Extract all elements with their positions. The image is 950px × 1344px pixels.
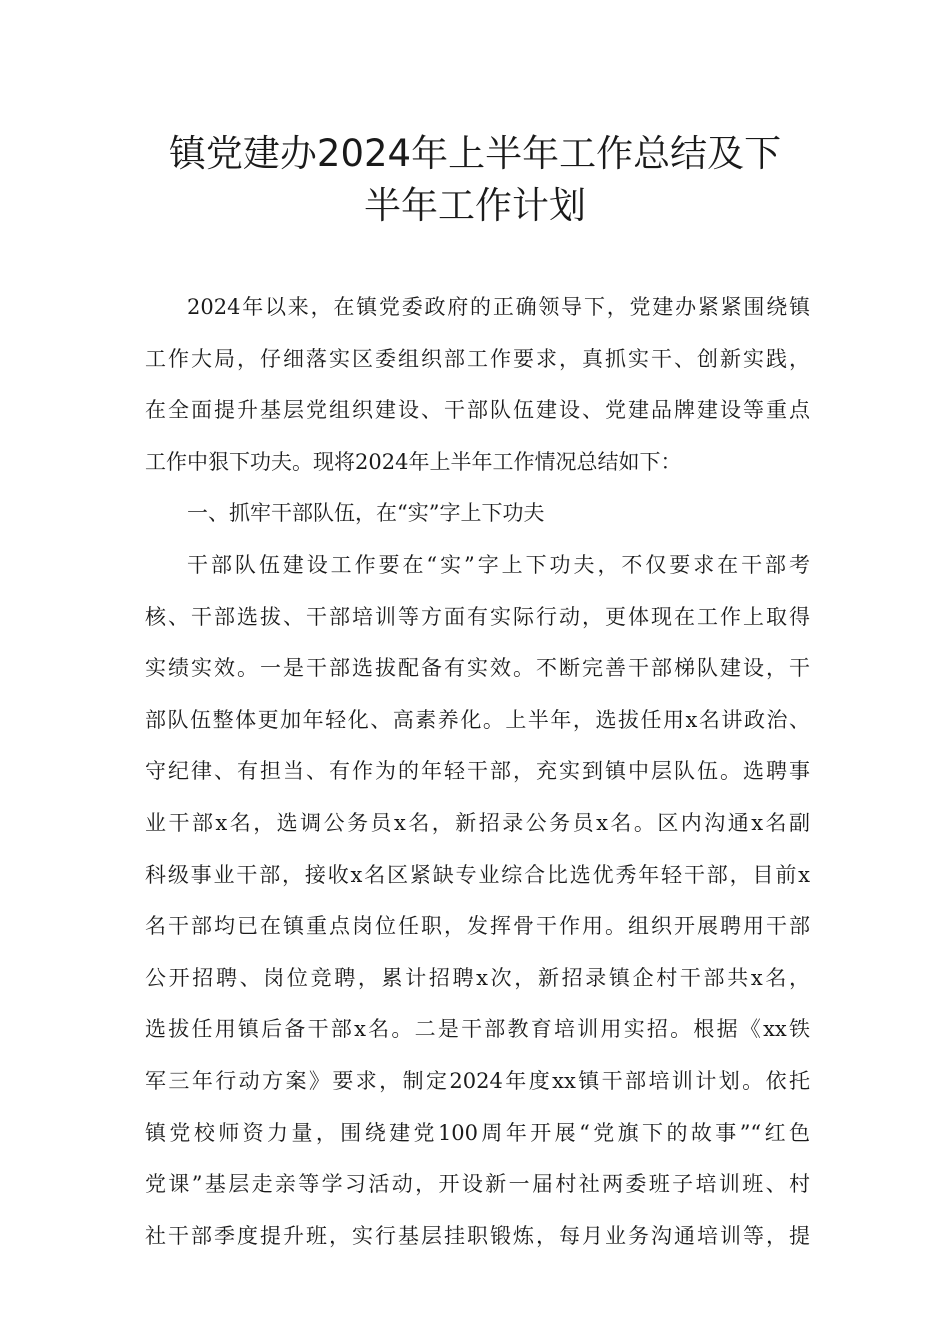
document-body xyxy=(145,282,810,1262)
title-line-1: 镇党建办2024年上半年工作总结及下 xyxy=(168,132,782,175)
paragraph-body-line: 公开招聘、岗位竞聘，累计招聘x次，新招录镇企村干部共x名， xyxy=(145,965,810,990)
paragraph-body-line: 实绩实效。一是干部选拔配备有实效。不断完善干部梯队建设，干 xyxy=(145,656,810,681)
paragraph-body-line: 党课”基层走亲等学习活动，开设新一届村社两委班子培训班、村 xyxy=(145,1172,810,1197)
paragraph-intro-line: 2024年以来，在镇党委政府的正确领导下，党建办紧紧围绕镇 xyxy=(187,295,810,319)
paragraph-intro-line: 工作中狠下功夫。现将2024年上半年工作情况总结如下： xyxy=(145,449,682,474)
paragraph-body-line: 镇党校师资力量，围绕建党100周年开展“党旗下的故事”“红色 xyxy=(145,1120,810,1145)
paragraph-body-line: 部队伍整体更加年轻化、高素养化。上半年，选拔任用x名讲政治、 xyxy=(145,707,810,732)
document-title xyxy=(100,128,850,232)
paragraph-body-line: 军三年行动方案》要求，制定2024年度xx镇干部培训计划。依托 xyxy=(145,1068,810,1093)
paragraph-body-line: 社干部季度提升班，实行基层挂职锻炼，每月业务沟通培训等，提 xyxy=(145,1223,810,1248)
paragraph-body-line: 名干部均已在镇重点岗位任职，发挥骨干作用。组织开展聘用干部 xyxy=(145,914,810,939)
paragraph-body-line: 守纪律、有担当、有作为的年轻干部，充实到镇中层队伍。选聘事 xyxy=(145,759,810,784)
paragraph-intro-line: 工作大局，仔细落实区委组织部工作要求，真抓实干、创新实践， xyxy=(145,346,810,371)
section-heading: 一、抓牢干部队伍，在“实”字上下功夫 xyxy=(187,501,545,526)
paragraph-body-line: 核、干部选拔、干部培训等方面有实际行动，更体现在工作上取得 xyxy=(145,604,810,629)
paragraph-body-line: 业干部x名，选调公务员x名，新招录公务员x名。区内沟通x名副 xyxy=(145,810,810,835)
paragraph-body-line: 干部队伍建设工作要在“实”字上下功夫，不仅要求在干部考 xyxy=(187,552,810,577)
paragraph-body-line: 选拔任用镇后备干部x名。二是干部教育培训用实招。根据《xx铁 xyxy=(145,1017,810,1042)
paragraph-intro-line: 在全面提升基层党组织建设、干部队伍建设、党建品牌建设等重点 xyxy=(145,398,810,423)
paragraph-body-line: 科级事业干部，接收x名区紧缺专业综合比选优秀年轻干部，目前x xyxy=(145,862,810,887)
title-line-2: 半年工作计划 xyxy=(364,184,586,227)
